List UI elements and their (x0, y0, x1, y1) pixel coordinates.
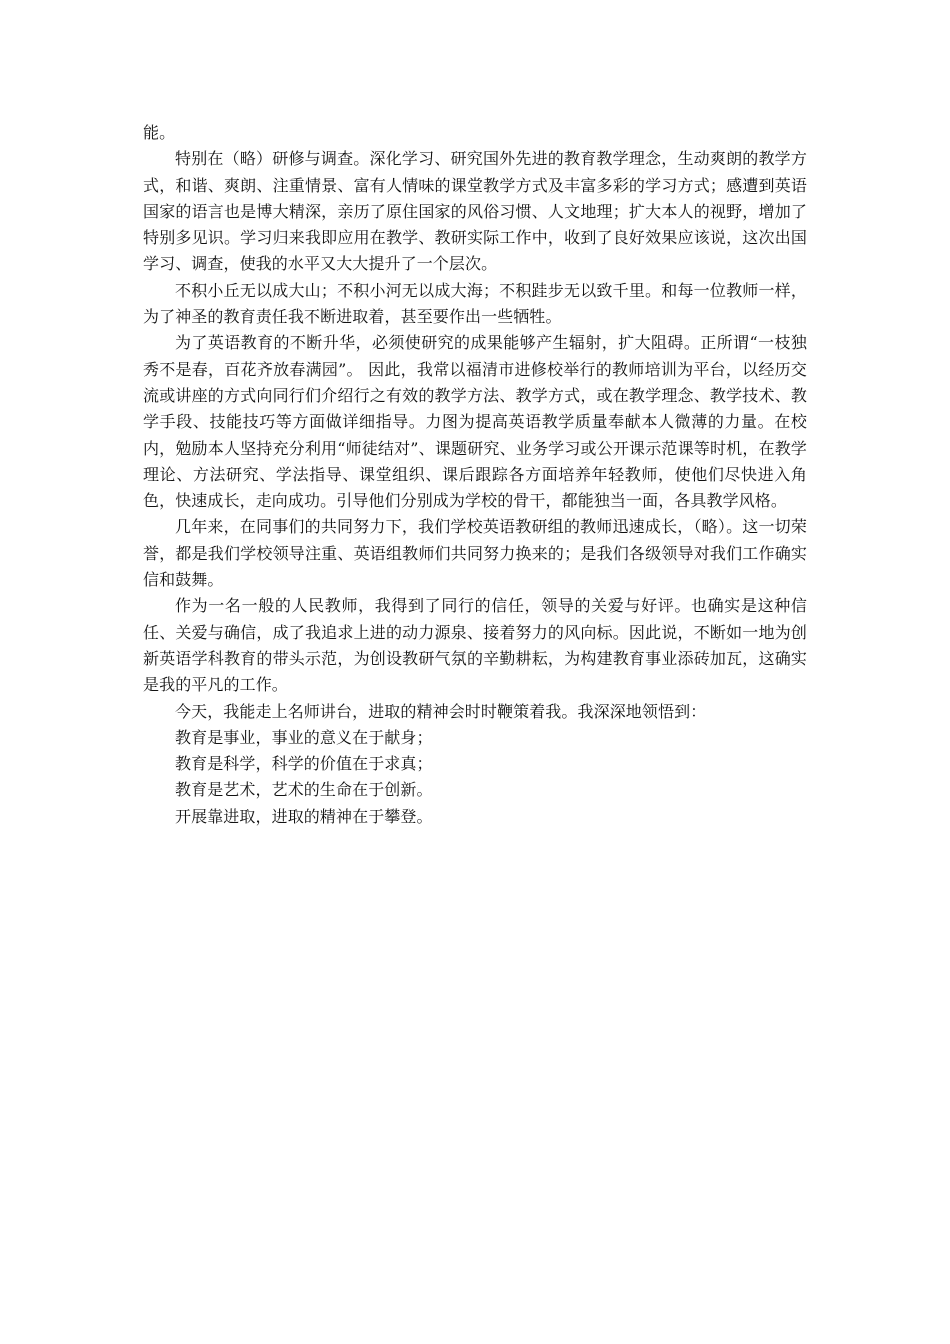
document-body (143, 120, 807, 830)
paragraph-today: 今天，我能走上名师讲台，进取的精神会时时鞭策着我。我深深地领悟到： (175, 701, 707, 721)
paragraph-teacher-training: 为了英语教育的不断升华，必须使研究的成果能够产生辐射，扩大阻碍。正所谓“一枝独秀不是春，百花齐放春满园”。 因此，我常以福清市进修校举行的教师培训为平台，以经历交流或讲座的方式向同行们介绍行之有效的教学方法、教学方式，或在教学理念、教学技术、教学手段、技能技巧等方面做详细指导。力图为提高英语教学质量奉献本人微薄的力量。在校内，勉励本人坚持充分利用“师徒结对”、课题研究、业务学习或公开课示范课等时机，在教学理论、方法研究、学法指导、课堂组织、课后跟踪各方面培养年轻教师，使他们尽快进入角色，快速成长，走向成功。引导他们分别成为学校的骨干，都能独当一面，各具教学风格。 (143, 333, 807, 511)
paragraph-education-art: 教育是艺术，艺术的生命在于创新。 (175, 780, 433, 800)
paragraph-progress: 开展靠进取，进取的精神在于攀登。 (175, 806, 433, 826)
paragraph-education-science: 教育是科学，科学的价值在于求真； (175, 754, 433, 774)
paragraph-team-growth: 几年来，在同事们的共同努力下，我们学校英语教研组的教师迅速成长，（略）。这一切荣誉，都是我们学校领导注重、英语组教师们共同努力换来的；是我们各级领导对我们工作确实信和鼓舞。 (143, 517, 807, 590)
paragraph-education-career: 教育是事业，事业的意义在于献身； (175, 727, 433, 747)
paragraph-proverb: 不积小丘无以成大山；不积小河无以成大海；不积跬步无以致千里。和每一位教师一样，为了神圣的教育责任我不断进取着，甚至要作出一些牺牲。 (143, 280, 807, 327)
paragraph-study-abroad: 特别在（略）研修与调查。深化学习、研究国外先进的教育教学理念，生动爽朗的教学方式，和谐、爽朗、注重情景、富有人情味的课堂教学方式及丰富多彩的学习方式；感遭到英语国家的语言也是博大精深，亲历了原住国家的风俗习惯、人文地理；扩大本人的视野，增加了特别多见识。学习归来我即应用在教学、教研实际工作中，收到了良好效果应该说，这次出国学习、调查，使我的水平又大大提升了一个层次。 (143, 149, 807, 274)
paragraph-continuation: 能。 (143, 123, 176, 142)
paragraph-trust: 作为一名一般的人民教师，我得到了同行的信任，领导的关爱与好评。也确实是这种信任、关爱与确信，成了我追求上进的动力源泉、接着努力的风向标。因此说，不断如一地为创新英语学科教育的带头示范，为创设教研气氛的辛勤耕耘，为构建教育事业添砖加瓦，这确实是我的平凡的工作。 (143, 596, 807, 695)
